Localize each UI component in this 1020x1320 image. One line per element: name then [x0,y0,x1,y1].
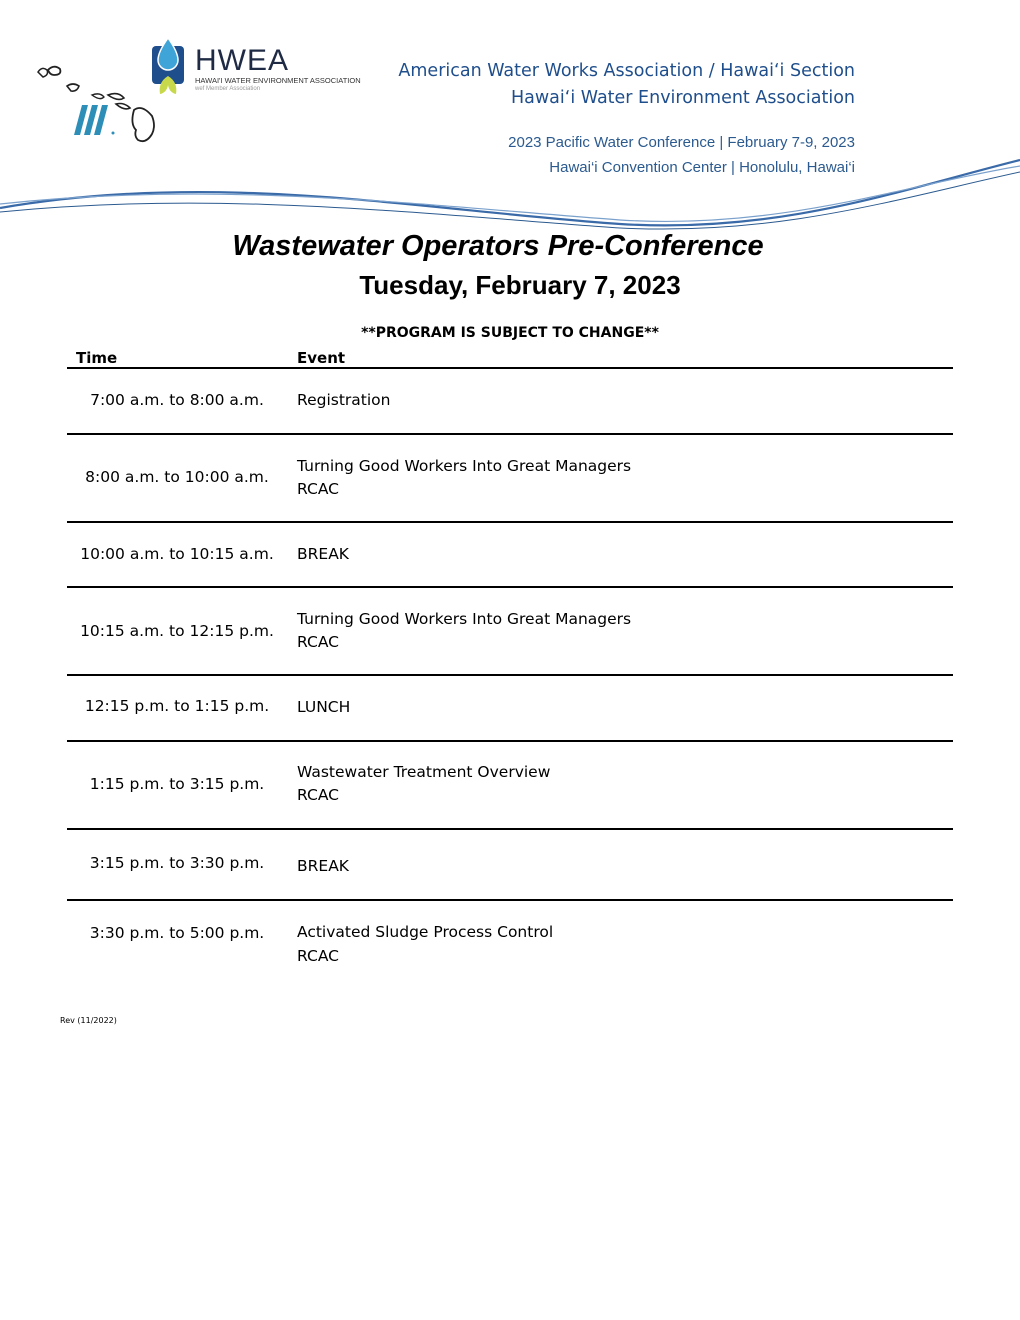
row-time: 8:00 a.m. to 10:00 a.m. [85,468,269,486]
column-header-time: Time [76,349,118,367]
row-divider [67,674,953,676]
row-time: 3:15 p.m. to 3:30 p.m. [89,854,265,872]
row-divider [67,828,953,830]
row-divider [67,740,953,742]
table-header-rule [67,367,953,369]
row-time: 3:30 p.m. to 5:00 p.m. [89,924,265,942]
row-time: 12:15 p.m. to 1:15 p.m. [84,697,270,715]
row-event: Turning Good Workers Into Great Managers [297,610,632,628]
row-event-presenter: RCAC [297,633,339,651]
row-time: 10:15 a.m. to 12:15 p.m. [80,622,274,640]
hwea-subtitle: HAWAI'I WATER ENVIRONMENT ASSOCIATION [195,76,361,85]
row-event: Registration [297,391,391,409]
row-event-presenter: RCAC [297,786,339,804]
org-line-hwea: Hawai‘i Water Environment Association [510,88,855,108]
program-notice: **PROGRAM IS SUBJECT TO CHANGE** [361,325,659,341]
row-time: 7:00 a.m. to 8:00 a.m. [90,391,264,409]
hwea-wordmark: HWEA [195,44,289,77]
column-header-event: Event [297,349,346,367]
page-date: Tuesday, February 7, 2023 [359,270,681,300]
row-event: LUNCH [297,698,351,716]
page-title: Wastewater Operators Pre-Conference [232,230,764,262]
row-event: BREAK [297,545,349,563]
header-wave-divider [0,150,1020,230]
row-event: Turning Good Workers Into Great Managers [297,457,632,475]
water-drop-icon [150,36,190,98]
row-event: Activated Sludge Process Control [297,923,554,941]
row-divider [67,586,953,588]
conference-dates: 2023 Pacific Water Conference | February 7-9, 2023 [508,134,855,151]
org-line-awwa: American Water Works Association / Hawai‘i Section [398,61,855,81]
row-divider [67,521,953,523]
wef-member-label: wef Member Association [195,86,261,92]
row-event: Wastewater Treatment Overview [297,763,551,781]
row-event-presenter: RCAC [297,480,339,498]
row-time: 10:00 a.m. to 10:15 a.m. [80,545,274,563]
row-time: 1:15 p.m. to 3:15 p.m. [89,775,265,793]
row-divider [67,899,953,901]
row-event: BREAK [297,857,349,875]
row-divider [67,433,953,435]
revision-note: Rev (11/2022) [60,1016,117,1025]
row-event-presenter: RCAC [297,947,339,965]
conference-venue: Hawai‘i Convention Center | Honolulu, Hawai‘i [549,159,855,176]
